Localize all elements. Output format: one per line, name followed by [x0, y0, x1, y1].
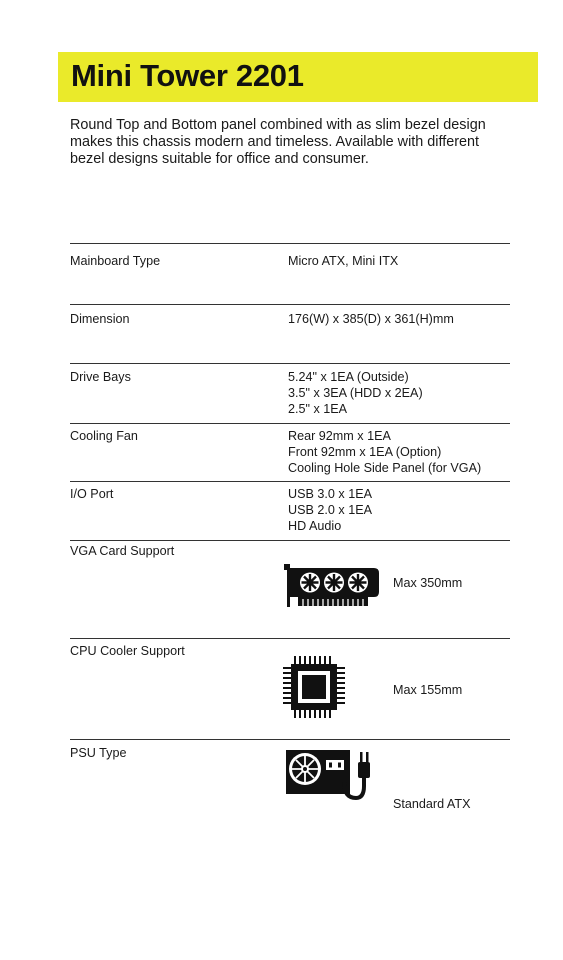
spec-label-psu-type: PSU Type	[70, 746, 127, 760]
spec-value-line: HD Audio	[288, 519, 342, 533]
divider	[70, 540, 510, 541]
spec-label-dimension: Dimension	[70, 312, 130, 326]
power-supply-icon	[284, 748, 380, 806]
spec-value-line: Cooling Hole Side Panel (for VGA)	[288, 461, 482, 475]
spec-label-io-port: I/O Port	[70, 487, 114, 501]
spec-value-cpu-cooler-support: Max 155mm	[393, 683, 463, 697]
spec-value-vga-card-support: Max 350mm	[393, 576, 463, 590]
spec-value-line: Rear 92mm x 1EA	[288, 429, 391, 443]
cpu-chip-icon	[281, 654, 347, 720]
spec-label-cooling-fan: Cooling Fan	[70, 429, 138, 443]
spec-value-line: 5.24" x 1EA (Outside)	[288, 370, 409, 384]
spec-value-io-port	[288, 486, 372, 534]
title-bar	[58, 52, 538, 102]
spec-value-dimension	[288, 311, 454, 327]
spec-value-line: 176(W) x 385(D) x 361(H)mm	[288, 312, 454, 326]
spec-value-drive-bays	[288, 369, 423, 417]
page-title: Mini Tower 2201	[71, 58, 304, 93]
spec-value-psu-type: Standard ATX	[393, 797, 471, 811]
divider	[70, 423, 510, 424]
divider	[70, 363, 510, 364]
divider	[70, 304, 510, 305]
spec-label-mainboard-type: Mainboard Type	[70, 254, 161, 268]
spec-value-line: 2.5" x 1EA	[288, 402, 348, 416]
spec-value-line: 3.5" x 3EA (HDD x 2EA)	[288, 386, 423, 400]
spec-label-vga-card-support: VGA Card Support	[70, 544, 175, 558]
divider	[70, 739, 510, 740]
spec-value-line: USB 3.0 x 1EA	[288, 487, 372, 501]
spec-label-drive-bays: Drive Bays	[70, 370, 131, 384]
spec-value-cooling-fan	[288, 428, 481, 476]
spec-value-line: Front 92mm x 1EA (Option)	[288, 445, 442, 459]
intro-paragraph: Round Top and Bottom panel combined with as slim bezel design makes this chassis modern and timeless. Available with different bezel designs suitable for office and consumer.	[70, 117, 486, 167]
divider	[70, 481, 510, 482]
spec-label-cpu-cooler-support: CPU Cooler Support	[70, 644, 185, 658]
graphics-card-icon	[282, 562, 382, 610]
spec-value-mainboard-type	[288, 253, 398, 269]
spec-value-line: USB 2.0 x 1EA	[288, 503, 372, 517]
divider	[70, 243, 510, 244]
divider	[70, 638, 510, 639]
spec-value-line: Micro ATX, Mini ITX	[288, 254, 399, 268]
